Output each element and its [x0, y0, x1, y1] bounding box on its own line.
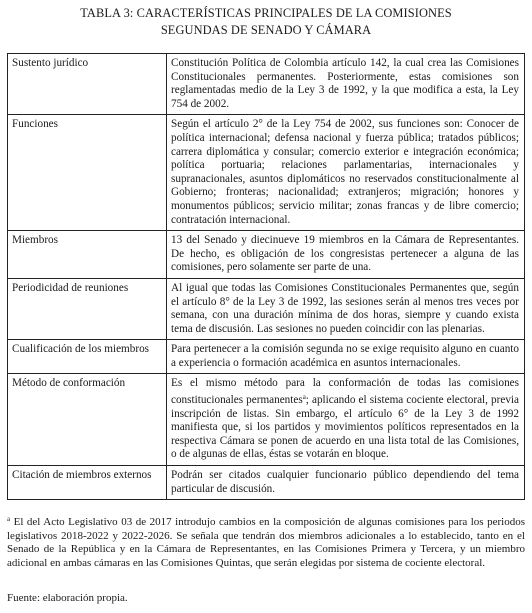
row-label-miembros: Miembros: [8, 231, 167, 279]
row-label-citacion: Citación de miembros externos: [8, 466, 167, 500]
source-note: Fuente: elaboración propia.: [7, 592, 128, 604]
table-row: [8, 231, 525, 279]
row-content-sustento: Constitución Política de Colombia artículo 142, la cual crea las Comisiones Constitucionales permanentes. Posteriormente, estas comisiones son reglamentadas medio de la Ley 3 de 1992, y la que modifica a esta, la Ley 754 de 2002.: [167, 54, 525, 115]
table-title-line-2: SEGUNDAS DE SENADO Y CÁMARA: [160, 23, 372, 37]
metodo-text-before: Es el mismo método para la conformación de todas las comisiones constitucionales permanentes: [171, 377, 519, 407]
row-content-funciones: Según el artículo 2° de la Ley 754 de 2002, sus funciones son: Conocer de política internacional; defensa nacional y fuerza pública; tratados públicos; carrera diplomática y consular; comercio exterior e integración económica; política portuaria; relaciones parlamentarias, internacionales y supranacionales, asuntos diplomáticos no reservados constitucionalmente al Gobierno; fronteras; nacionalidad; extranjeros; migración; honores y monumentos públicos; servicio militar; zonas francas y de libre comercio; contratación internacional.: [167, 115, 525, 231]
footnote-marker: a: [7, 515, 11, 523]
footnote-reference-marker: a: [302, 393, 306, 402]
row-label-metodo: Método de conformación: [8, 374, 167, 466]
table-footnote: [7, 513, 525, 570]
table-row: [8, 115, 525, 231]
row-content-citacion: Podrán ser citados cualquier funcionario público dependiendo del tema particular de discusión.: [167, 466, 525, 500]
table-title-line-1: TABLA 3: CARACTERÍSTICAS PRINCIPALES DE LA COMISIONES: [80, 6, 452, 20]
row-label-sustento: Sustento jurídico: [8, 54, 167, 115]
row-content-miembros: 13 del Senado y diecinueve 19 miembros en la Cámara de Representantes. De hecho, es obligación de los congresistas pertenecer a alguna de las comisiones, pero solamente ser parte de una.: [167, 231, 525, 279]
table-row: [8, 466, 525, 500]
row-content-periodicidad: Al igual que todas las Comisiones Constitucionales Permanentes que, según el artículo 8° de la Ley 3 de 1992, las sesiones serán al menos tres veces por semana, con una duración mínima de dos horas, siempre y cuando exista tema de discusión. Las sesiones no pueden coincidir con las plenarias.: [167, 278, 525, 339]
table-row: [8, 54, 525, 115]
table-row: [8, 374, 525, 466]
row-label-periodicidad: Periodicidad de reuniones: [8, 278, 167, 339]
row-content-metodo: [167, 374, 525, 466]
table-title: [0, 5, 532, 39]
table-row: [8, 340, 525, 374]
characteristics-table: [7, 53, 525, 500]
table-row: [8, 278, 525, 339]
row-label-cualificacion: Cualificación de los miembros: [8, 340, 167, 374]
row-content-cualificacion: Para pertenecer a la comisión segunda no se exige requisito alguno en cuanto a experiencia o formación académica en asuntos internacionales.: [167, 340, 525, 374]
metodo-text-after: ; aplicando el sistema cociente electoral, previa inscripción de listas. Sin embargo, el artículo 6° de la Ley 3 de 1992 manifiesta que, si los partidos y movimientos políticos representados en la respectiva Cámara se ponen de acuerdo en una lista total de las Comisiones, o de algunas de ellas, éstas se votarán en bloque.: [171, 394, 519, 461]
row-label-funciones: Funciones: [8, 115, 167, 231]
footnote-text: El del Acto Legislativo 03 de 2017 introdujo cambios en la composición de algunas comisiones para los periodos legislativos 2018-2022 y 2022-2026. Se señala que tendrán dos miembros adicionales a lo establecido, tanto en el Senado de la República y en la Cámara de Representantes, en las Comisiones Primera y Tercera, y un miembro adicional en ambas cámaras en las Comisiones Quintas, que serán elegidas por sistema de cociente electoral.: [7, 516, 525, 569]
